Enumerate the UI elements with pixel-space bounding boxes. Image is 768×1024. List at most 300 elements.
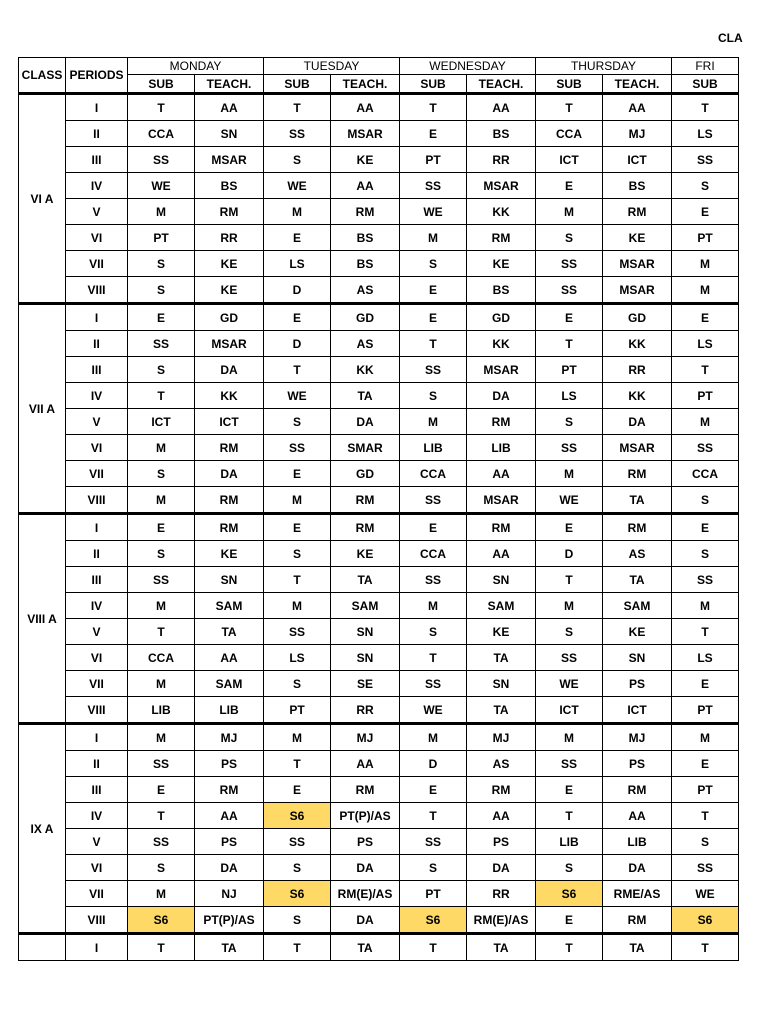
- teacher-cell: GD: [331, 304, 400, 331]
- teacher-cell: KE: [603, 619, 672, 645]
- table-row: [19, 357, 739, 383]
- subject-cell: S6: [672, 907, 739, 934]
- period-cell: II: [66, 331, 128, 357]
- teacher-cell: SMAR: [331, 435, 400, 461]
- subject-cell: E: [672, 304, 739, 331]
- teacher-cell: BS: [467, 121, 536, 147]
- teacher-cell: NJ: [195, 881, 264, 907]
- teacher-cell: SAM: [195, 671, 264, 697]
- teacher-cell: PS: [331, 829, 400, 855]
- subject-cell: T: [128, 619, 195, 645]
- subject-cell: E: [128, 514, 195, 541]
- teacher-cell: GD: [603, 304, 672, 331]
- subject-cell: LIB: [536, 829, 603, 855]
- teacher-cell: KE: [331, 147, 400, 173]
- header-periods: PERIODS: [66, 58, 128, 94]
- period-cell: II: [66, 541, 128, 567]
- table-row: [19, 593, 739, 619]
- teacher-cell: SAM: [195, 593, 264, 619]
- period-cell: III: [66, 567, 128, 593]
- table-row: [19, 881, 739, 907]
- subject-cell: SS: [536, 435, 603, 461]
- teacher-cell: SN: [603, 645, 672, 671]
- subject-cell: PT: [264, 697, 331, 724]
- teacher-cell: AA: [195, 645, 264, 671]
- table-row: [19, 803, 739, 829]
- subject-cell: SS: [264, 435, 331, 461]
- class-name-cell: [19, 934, 66, 961]
- subject-cell: M: [264, 487, 331, 514]
- table-row: [19, 514, 739, 541]
- subject-cell: S: [400, 619, 467, 645]
- subject-cell: WE: [536, 671, 603, 697]
- table-row: [19, 147, 739, 173]
- subject-cell: E: [536, 173, 603, 199]
- subject-cell: SS: [536, 251, 603, 277]
- teacher-cell: SE: [331, 671, 400, 697]
- table-row: [19, 277, 739, 304]
- period-cell: I: [66, 514, 128, 541]
- teacher-cell: TA: [467, 697, 536, 724]
- teacher-cell: RM: [195, 777, 264, 803]
- subject-cell: WE: [264, 383, 331, 409]
- subject-cell: LS: [264, 251, 331, 277]
- table-row: [19, 331, 739, 357]
- teacher-cell: KE: [467, 251, 536, 277]
- period-cell: IV: [66, 803, 128, 829]
- teacher-cell: AS: [331, 277, 400, 304]
- period-cell: VI: [66, 645, 128, 671]
- teacher-cell: AA: [331, 751, 400, 777]
- subject-cell: LIB: [400, 435, 467, 461]
- teacher-cell: SN: [195, 121, 264, 147]
- teacher-cell: AA: [603, 803, 672, 829]
- teacher-cell: PT(P)/AS: [195, 907, 264, 934]
- subject-cell: PT: [672, 697, 739, 724]
- subject-cell: T: [400, 645, 467, 671]
- teacher-cell: ICT: [603, 147, 672, 173]
- header-day-monday: MONDAY: [128, 58, 264, 75]
- subject-cell: PT: [400, 147, 467, 173]
- subject-cell: T: [536, 331, 603, 357]
- teacher-cell: GD: [195, 304, 264, 331]
- subject-cell: M: [536, 724, 603, 751]
- subject-cell: SS: [128, 331, 195, 357]
- period-cell: III: [66, 357, 128, 383]
- teacher-cell: AA: [467, 541, 536, 567]
- subject-cell: T: [536, 803, 603, 829]
- period-cell: I: [66, 304, 128, 331]
- table-row: [19, 855, 739, 881]
- class-name-cell: VII A: [19, 304, 66, 514]
- class-name-cell: VI A: [19, 94, 66, 304]
- period-cell: VIII: [66, 697, 128, 724]
- subject-cell: M: [128, 199, 195, 225]
- subject-cell: M: [400, 409, 467, 435]
- teacher-cell: BS: [195, 173, 264, 199]
- subject-cell: SS: [264, 121, 331, 147]
- header-sub: SUB: [128, 75, 195, 94]
- teacher-cell: DA: [331, 907, 400, 934]
- teacher-cell: DA: [467, 383, 536, 409]
- teacher-cell: TA: [603, 567, 672, 593]
- teacher-cell: KK: [467, 331, 536, 357]
- teacher-cell: AA: [603, 94, 672, 121]
- teacher-cell: KK: [195, 383, 264, 409]
- period-cell: V: [66, 829, 128, 855]
- subject-cell: ICT: [536, 697, 603, 724]
- teacher-cell: AA: [195, 94, 264, 121]
- header-day-friday: FRI: [672, 58, 739, 75]
- teacher-cell: RR: [467, 881, 536, 907]
- table-row: [19, 671, 739, 697]
- teacher-cell: MJ: [603, 121, 672, 147]
- subject-cell: M: [128, 671, 195, 697]
- subject-cell: E: [536, 777, 603, 803]
- header-day-thursday: THURSDAY: [536, 58, 672, 75]
- teacher-cell: AA: [331, 94, 400, 121]
- period-cell: V: [66, 199, 128, 225]
- teacher-cell: AA: [467, 803, 536, 829]
- subject-cell: D: [264, 277, 331, 304]
- subject-cell: E: [128, 304, 195, 331]
- table-row: [19, 541, 739, 567]
- period-cell: IV: [66, 173, 128, 199]
- teacher-cell: AA: [331, 173, 400, 199]
- subject-cell: SS: [672, 855, 739, 881]
- subject-cell: LS: [672, 645, 739, 671]
- teacher-cell: MSAR: [603, 251, 672, 277]
- subject-cell: M: [264, 199, 331, 225]
- teacher-cell: RR: [467, 147, 536, 173]
- subject-cell: E: [400, 777, 467, 803]
- subject-cell: S: [264, 541, 331, 567]
- table-row: [19, 567, 739, 593]
- teacher-cell: MSAR: [195, 331, 264, 357]
- subject-cell: SS: [536, 277, 603, 304]
- teacher-cell: KE: [195, 277, 264, 304]
- teacher-cell: RM: [603, 514, 672, 541]
- teacher-cell: BS: [331, 251, 400, 277]
- teacher-cell: DA: [195, 855, 264, 881]
- table-row: [19, 487, 739, 514]
- table-row: [19, 435, 739, 461]
- teacher-cell: SN: [331, 619, 400, 645]
- header-sub: SUB: [672, 75, 739, 94]
- period-cell: VII: [66, 671, 128, 697]
- subject-cell: LS: [672, 121, 739, 147]
- teacher-cell: MSAR: [603, 277, 672, 304]
- subject-cell: T: [264, 934, 331, 961]
- subject-cell: E: [672, 751, 739, 777]
- subject-cell: E: [672, 671, 739, 697]
- period-cell: II: [66, 751, 128, 777]
- teacher-cell: TA: [331, 567, 400, 593]
- teacher-cell: RM: [603, 199, 672, 225]
- subject-cell: PT: [672, 777, 739, 803]
- teacher-cell: MJ: [603, 724, 672, 751]
- table-row: [19, 645, 739, 671]
- teacher-cell: KK: [331, 357, 400, 383]
- period-cell: VIII: [66, 907, 128, 934]
- subject-cell: T: [128, 94, 195, 121]
- period-cell: IV: [66, 593, 128, 619]
- teacher-cell: PT(P)/AS: [331, 803, 400, 829]
- subject-cell: S6: [264, 803, 331, 829]
- subject-cell: PT: [672, 383, 739, 409]
- table-row: [19, 751, 739, 777]
- period-cell: III: [66, 777, 128, 803]
- period-cell: VI: [66, 855, 128, 881]
- teacher-cell: BS: [603, 173, 672, 199]
- subject-cell: M: [128, 593, 195, 619]
- teacher-cell: RM: [331, 487, 400, 514]
- subject-cell: SS: [128, 567, 195, 593]
- teacher-cell: RM: [467, 514, 536, 541]
- subject-cell: S: [128, 277, 195, 304]
- teacher-cell: MJ: [195, 724, 264, 751]
- period-cell: I: [66, 724, 128, 751]
- subject-cell: SS: [400, 487, 467, 514]
- timetable: [18, 57, 739, 961]
- teacher-cell: SN: [331, 645, 400, 671]
- document-title: CLA: [718, 31, 743, 45]
- teacher-cell: RM: [195, 487, 264, 514]
- subject-cell: T: [672, 94, 739, 121]
- subject-cell: SS: [264, 829, 331, 855]
- teacher-cell: KK: [603, 331, 672, 357]
- subject-cell: SS: [672, 567, 739, 593]
- subject-cell: SS: [128, 829, 195, 855]
- subject-cell: CCA: [400, 461, 467, 487]
- teacher-cell: TA: [603, 934, 672, 961]
- teacher-cell: RM: [331, 514, 400, 541]
- teacher-cell: SN: [195, 567, 264, 593]
- header-sub: SUB: [264, 75, 331, 94]
- header-day-tuesday: TUESDAY: [264, 58, 400, 75]
- subject-cell: SS: [264, 619, 331, 645]
- teacher-cell: RM(E)/AS: [331, 881, 400, 907]
- teacher-cell: TA: [331, 934, 400, 961]
- subject-cell: D: [536, 541, 603, 567]
- teacher-cell: PS: [195, 829, 264, 855]
- subject-cell: E: [400, 121, 467, 147]
- teacher-cell: RM: [331, 777, 400, 803]
- subject-cell: SS: [128, 147, 195, 173]
- teacher-cell: RM: [331, 199, 400, 225]
- table-row: [19, 383, 739, 409]
- class-name-cell: VIII A: [19, 514, 66, 724]
- subject-cell: SS: [672, 147, 739, 173]
- subject-cell: PT: [672, 225, 739, 251]
- subject-cell: T: [672, 803, 739, 829]
- subject-cell: T: [400, 94, 467, 121]
- teacher-cell: DA: [603, 855, 672, 881]
- teacher-cell: KK: [467, 199, 536, 225]
- subject-cell: M: [264, 593, 331, 619]
- subject-cell: T: [400, 803, 467, 829]
- teacher-cell: LIB: [603, 829, 672, 855]
- table-row: [19, 304, 739, 331]
- teacher-cell: DA: [603, 409, 672, 435]
- teacher-cell: MSAR: [467, 357, 536, 383]
- subject-cell: S6: [264, 881, 331, 907]
- subject-cell: CCA: [128, 121, 195, 147]
- teacher-cell: SAM: [603, 593, 672, 619]
- subject-cell: WE: [264, 173, 331, 199]
- teacher-cell: MSAR: [331, 121, 400, 147]
- period-cell: VI: [66, 225, 128, 251]
- teacher-cell: AA: [195, 803, 264, 829]
- subject-cell: T: [672, 619, 739, 645]
- teacher-cell: AS: [603, 541, 672, 567]
- teacher-cell: PS: [603, 671, 672, 697]
- subject-cell: M: [536, 593, 603, 619]
- subject-cell: T: [128, 934, 195, 961]
- teacher-cell: DA: [195, 357, 264, 383]
- subject-cell: SS: [400, 671, 467, 697]
- teacher-cell: RM: [603, 907, 672, 934]
- teacher-cell: MSAR: [195, 147, 264, 173]
- subject-cell: ICT: [536, 147, 603, 173]
- subject-cell: S: [128, 461, 195, 487]
- subject-cell: M: [400, 724, 467, 751]
- table-row: [19, 829, 739, 855]
- subject-cell: S: [128, 251, 195, 277]
- subject-cell: T: [536, 94, 603, 121]
- teacher-cell: MSAR: [467, 173, 536, 199]
- header-teach: TEACH.: [467, 75, 536, 94]
- teacher-cell: MJ: [467, 724, 536, 751]
- period-cell: VIII: [66, 487, 128, 514]
- teacher-cell: RM: [467, 225, 536, 251]
- teacher-cell: ICT: [195, 409, 264, 435]
- subject-cell: S: [128, 855, 195, 881]
- header-teach: TEACH.: [603, 75, 672, 94]
- teacher-cell: DA: [467, 855, 536, 881]
- subject-cell: WE: [400, 697, 467, 724]
- subject-cell: M: [536, 199, 603, 225]
- teacher-cell: RM: [467, 409, 536, 435]
- subject-cell: CCA: [128, 645, 195, 671]
- subject-cell: E: [672, 199, 739, 225]
- teacher-cell: TA: [467, 934, 536, 961]
- teacher-cell: DA: [331, 855, 400, 881]
- table-row: [19, 199, 739, 225]
- teacher-cell: GD: [467, 304, 536, 331]
- period-cell: II: [66, 121, 128, 147]
- subject-cell: E: [536, 907, 603, 934]
- table-row: [19, 934, 739, 961]
- subject-cell: S: [672, 829, 739, 855]
- subject-cell: M: [672, 724, 739, 751]
- subject-cell: CCA: [400, 541, 467, 567]
- subject-cell: WE: [128, 173, 195, 199]
- teacher-cell: SAM: [331, 593, 400, 619]
- subject-cell: SS: [400, 567, 467, 593]
- subject-cell: LIB: [128, 697, 195, 724]
- teacher-cell: KE: [467, 619, 536, 645]
- subject-cell: M: [536, 461, 603, 487]
- subject-cell: S: [672, 487, 739, 514]
- teacher-cell: TA: [195, 934, 264, 961]
- subject-cell: E: [128, 777, 195, 803]
- subject-cell: S: [264, 671, 331, 697]
- period-cell: I: [66, 934, 128, 961]
- subject-cell: S: [536, 225, 603, 251]
- subject-cell: E: [536, 304, 603, 331]
- subject-cell: M: [128, 881, 195, 907]
- period-cell: VIII: [66, 277, 128, 304]
- period-cell: VI: [66, 435, 128, 461]
- subject-cell: PT: [128, 225, 195, 251]
- teacher-cell: PS: [467, 829, 536, 855]
- teacher-cell: TA: [195, 619, 264, 645]
- teacher-cell: RR: [195, 225, 264, 251]
- subject-cell: S: [264, 147, 331, 173]
- subject-cell: M: [264, 724, 331, 751]
- subject-cell: T: [264, 357, 331, 383]
- header-class: CLASS: [19, 58, 66, 94]
- subject-cell: PT: [400, 881, 467, 907]
- subject-cell: WE: [672, 881, 739, 907]
- class-name-cell: IX A: [19, 724, 66, 934]
- subject-cell: E: [264, 225, 331, 251]
- header-sub: SUB: [536, 75, 603, 94]
- subject-cell: T: [264, 94, 331, 121]
- teacher-cell: SAM: [467, 593, 536, 619]
- teacher-cell: BS: [331, 225, 400, 251]
- subject-cell: E: [264, 777, 331, 803]
- table-row: [19, 697, 739, 724]
- period-cell: VII: [66, 251, 128, 277]
- subject-cell: SS: [400, 357, 467, 383]
- table-row: [19, 121, 739, 147]
- subject-cell: SS: [400, 173, 467, 199]
- teacher-cell: AS: [331, 331, 400, 357]
- teacher-cell: PS: [195, 751, 264, 777]
- period-cell: I: [66, 94, 128, 121]
- subject-cell: S: [400, 855, 467, 881]
- teacher-cell: TA: [467, 645, 536, 671]
- subject-cell: T: [264, 567, 331, 593]
- table-row: [19, 251, 739, 277]
- subject-cell: M: [672, 251, 739, 277]
- subject-cell: E: [672, 514, 739, 541]
- table-row: [19, 94, 739, 121]
- subject-cell: ICT: [128, 409, 195, 435]
- subject-cell: S: [536, 619, 603, 645]
- teacher-cell: KE: [195, 541, 264, 567]
- subject-cell: T: [536, 934, 603, 961]
- header-day-wednesday: WEDNESDAY: [400, 58, 536, 75]
- subject-cell: LS: [536, 383, 603, 409]
- subject-cell: T: [128, 803, 195, 829]
- teacher-cell: RM: [195, 199, 264, 225]
- subject-cell: M: [128, 487, 195, 514]
- teacher-cell: LIB: [467, 435, 536, 461]
- subject-cell: SS: [536, 751, 603, 777]
- header-sub: SUB: [400, 75, 467, 94]
- teacher-cell: AS: [467, 751, 536, 777]
- period-cell: V: [66, 409, 128, 435]
- teacher-cell: PS: [603, 751, 672, 777]
- subject-cell: PT: [536, 357, 603, 383]
- teacher-cell: DA: [331, 409, 400, 435]
- period-cell: IV: [66, 383, 128, 409]
- teacher-cell: RM: [603, 777, 672, 803]
- teacher-cell: AA: [467, 461, 536, 487]
